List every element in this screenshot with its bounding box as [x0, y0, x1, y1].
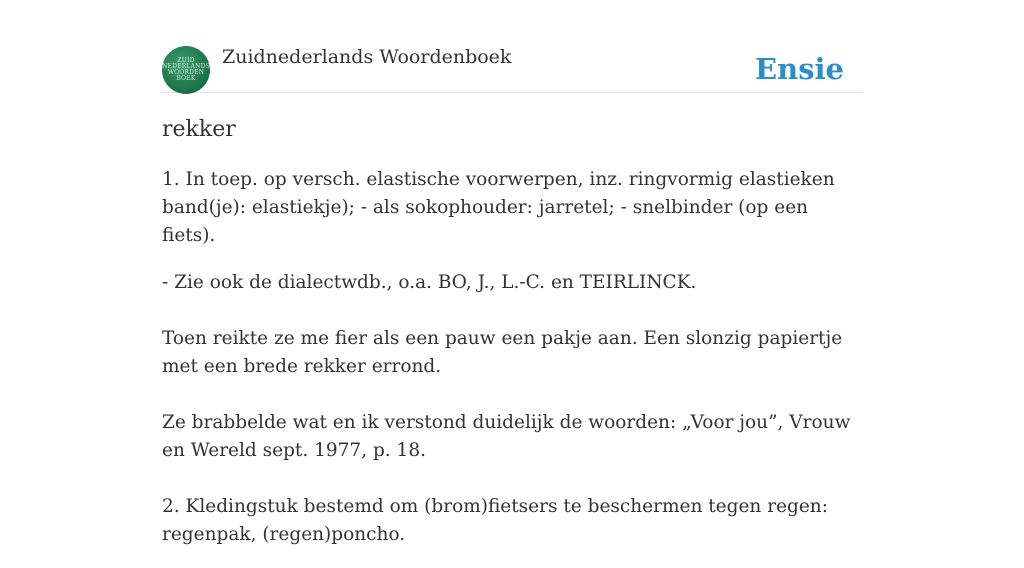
reference-paragraph: - Zie ook de dialectwdb., o.a. BO, J., L.-C. en TEIRLINCK. — [162, 272, 697, 293]
example-paragraph: Toen reikte ze me fier als een pauw een pakje aan. Een slonzig papiertje met een brede rekker errond. — [162, 328, 843, 377]
logo-text-line: WOORDEN — [167, 69, 205, 76]
site-name-link[interactable]: Zuidnederlands Woordenboek — [222, 46, 512, 68]
example-paragraph: Ze brabbelde wat en ik verstond duidelijk de woorden: „Voor jou”, Vrouw en Wereld sept. 1977, p. 18. — [162, 412, 851, 461]
logo-text-line: BOEK — [176, 75, 196, 82]
entry-content — [162, 114, 852, 568]
entry-title: rekker — [162, 117, 236, 142]
logo-text-line: NEDERLANDS — [162, 63, 210, 70]
definition-paragraph: 2. Kledingstuk bestemd om (brom)fietsers te beschermen tegen regen: regenpak, (regen)poncho. — [162, 496, 828, 545]
brand-logo-link[interactable]: Ensie — [755, 52, 844, 86]
site-header — [162, 46, 862, 93]
definition-paragraph: 1. In toep. op versch. elastische voorwerpen, inz. ringvormig elastieken band(je): elastiekje); - als sokophouder: jarretel; - snelbinder (op een fiets). — [162, 169, 835, 246]
logo-text-line: ZUID — [177, 57, 195, 64]
site-logo[interactable] — [162, 46, 210, 94]
